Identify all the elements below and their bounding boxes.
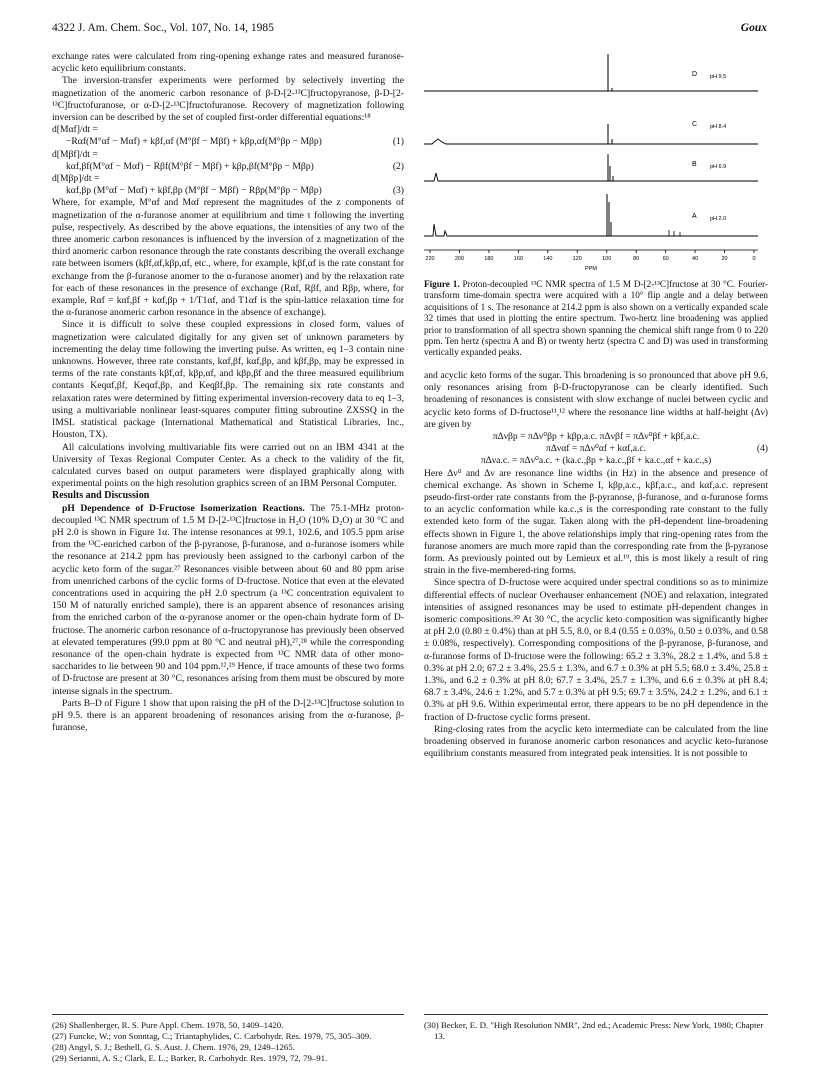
- axis-label: PPM: [585, 266, 597, 272]
- equation-1-rhs: (1) −Rαf(M°αf − Mαf) + kβf,αf (M°βf − Mβf) + kβp,αf(M°βp − Mβp): [66, 136, 404, 148]
- axis-tick-label: 200: [454, 256, 465, 262]
- panel-letter-a: A: [692, 213, 697, 220]
- equation-4-line-2: πΔναf = πΔν⁰αf + kαf,a.c. (4): [545, 443, 768, 455]
- figure-caption: Figure 1. Proton-decoupled ¹³C NMR spectra of 1.5 M D-[2-¹³C]fructose at 30 °C. Fourier-transform time-domain spectra were acquired with a 10° flip angle and a delay between acquisitions of 1 s. The resonance at 214.2 ppm is also shown on a vertically expanded scale 32 times that used in plotting the entire spectrum. Two-hertz line broadening was applied prior to transformation of all spectra shown spanning the chemical shift range from 0 to 220 ppm. Ten hertz (spectra A and B) or twenty hertz (spectra C and D) was used in transforming vertically expanded peaks.: [424, 279, 768, 358]
- paragraph: exchange rates were calculated from ring-opening exhange rates and measured furanose-acyclic keto equilibrium constants.: [52, 51, 404, 75]
- footnote: (26) Shallenberger, R. S. Pure Appl. Chem. 1978, 50, 1409–1420.: [52, 1020, 284, 1030]
- paragraph: All calculations involving multivariable fits were carried out on an IBM 4341 at the University of Texas Regional Computer Center. As a check to the validity of the fit, calculated curves based on output parameters were displayed graphically along with experimental points on the high resolution graphics screen of an IBM Personal Computer.: [52, 441, 404, 490]
- run-in-heading: pH Dependence of D-Fructose Isomerization Reactions.: [62, 502, 305, 514]
- nmr-spectra-plot: [424, 46, 768, 278]
- equation-number: (3): [392, 185, 404, 197]
- footnote: (27) Funcke, W.; von Sonntag, C.; Triantaphylides, C. Carbohydr. Res. 1979, 75, 305–309.: [52, 1031, 372, 1041]
- footnote-rule: [424, 1014, 768, 1015]
- baseline-c: [424, 139, 758, 144]
- paragraph: Ring-closing rates from the acyclic keto intermediate can be calculated from the line broadening observed in furanose anomeric carbon resonances and acyclic keto-furanose equilibrium constants measured from integrated peak intensities. It is not possible to: [424, 723, 768, 760]
- equation-3-rhs: (3) kαf,βp (M°αf − Mαf) + kβf,βp (M°βf − Mβf) − Rβp(M°βp − Mβp): [66, 185, 404, 197]
- left-column: [52, 51, 404, 734]
- footnotes-left: [52, 1020, 404, 1064]
- panel-letter-d: D: [692, 71, 698, 78]
- panel-ph-a: pH 2.0: [710, 216, 727, 222]
- axis-tick-label: 100: [602, 256, 612, 262]
- equation-4-line-1: πΔνβp = πΔν⁰βp + kβp,a.c. πΔνβf = πΔν⁰βf + kβf,a.c.: [492, 431, 700, 443]
- equation-number: (2): [392, 160, 404, 172]
- section-heading: Results and Discussion: [52, 490, 150, 502]
- panel-ph-b: pH 6.9: [710, 164, 727, 170]
- equation-number: (4): [756, 443, 768, 455]
- paragraph: and acyclic keto forms of the sugar. This broadening is so pronounced that above pH 9.6, only resonances arising from β-D-fructopyranose can be clearly identified. Such broadening of resonances is consistent with slow exchange of nuclei between cyclic and acyclic keto forms of D-fructose¹¹,¹² where the resonance line widths at half-height (Δν) are given by: [424, 370, 768, 430]
- equation-2-lhs: d[Mβf]/dt =: [52, 148, 98, 160]
- right-column: [424, 370, 768, 761]
- axis-tick-label: 160: [513, 256, 523, 262]
- author-header: Goux: [740, 22, 767, 34]
- footnote: (29) Serianni, A. S.; Clark, E. L.; Barker, R. Carbohydr. Res. 1979, 72, 79–91.: [52, 1053, 328, 1063]
- panel-ph-d: pH 9.5: [710, 74, 727, 80]
- figure-1-nmr-spectra: [424, 46, 768, 292]
- baseline-b: [424, 173, 758, 181]
- axis-tick-label: 140: [543, 256, 553, 262]
- axis-tick-label: 80: [633, 256, 640, 262]
- baseline-a: [424, 224, 758, 236]
- panel-ph-c: pH 8.4: [710, 124, 727, 130]
- running-header: 4322 J. Am. Chem. Soc., Vol. 107, No. 14, 1985: [52, 22, 274, 34]
- caption-label: Figure 1.: [424, 279, 460, 289]
- equation-2-rhs: (2) kαf,βf(M°αf − Mαf) − Rβf(M°βf − Mβf) + kβp,βf(M°βp − Mβp): [66, 160, 404, 172]
- equation-4-line-3: πΔνa.c. = πΔν⁰a.c. + (ka.c.,βp + ka.c.,βf + ka.c.,αf + ka.c.,s): [480, 455, 712, 467]
- equation-1-lhs: d[Mαf]/dt =: [52, 124, 98, 136]
- axis-tick-label: 220: [425, 256, 435, 262]
- axis-tick-label: 180: [484, 256, 494, 262]
- footnotes-right: [424, 1020, 768, 1042]
- panel-letter-b: B: [692, 161, 697, 168]
- panel-letter-c: C: [692, 121, 698, 128]
- axis-tick-label: 40: [692, 256, 699, 262]
- paragraph: pH Dependence of D-Fructose Isomerization Reactions. The 75.1-MHz proton-decoupled ¹³C NMR spectrum of 1.5 M D-[2-¹³C]fructose in H₂O (10% D₂O) at 30 °C and pH 2.0 is shown in Figure 1α. The intense resonances at 99.1, 102.6, and 105.5 ppm arise from the ¹³C-enriched carbon of the β-pyranose, β-furanose, and α-furanose isomers while the resonance at 214.2 ppm has previously been assigned to the carbonyl carbon of the acyclic keto form of the sugar.²⁷ Resonances visible between about 60 and 80 ppm arise from unenriched carbons of the cyclic forms of D-fructose. Notice that even at the elevated concentrations used in acquiring the pH 2.0 spectrum (a ¹³C concentration equivalent to 150 M of naturally enriched sample), there is an apparent absence of resonances arising from the enriched carbon of the α-pyranose anomer or the open-chain hydrate form of D-fructose. The anomeric carbon resonance of α-fructopyranose has previously been observed at elevated temperatures (99.0 ppm at 80 °C and neutral pH),²⁷,²⁸ while the corresponding resonance of the open-chain hydrate is expected from ¹³C NMR data of other mono-saccharides to lie between 90 and 104 ppm.¹²,²⁹ Hence, if trace amounts of these two forms of D-fructose are present at 30 °C, resonances arising from them must be obscured by more intense signals in the spectrum.: [52, 502, 404, 697]
- equation-number: (1): [392, 136, 404, 148]
- equation-3-lhs: d[Mβp]/dt =: [52, 173, 100, 185]
- axis-tick-label: 20: [721, 256, 728, 262]
- ppm-axis-ticks: [425, 250, 755, 262]
- paragraph: Here Δν⁰ and Δν are resonance line widths (in Hz) in the absence and presence of chemical exchange. As shown in Scheme I, kβp,a.c., kβf,a.c., and kαf,a.c. represent pseudo-first-order rate constants from the β-pyranose, β-furanose, and α-furanose forms to an acyclic conformation while ka.c.,s is the corresponding rate constant to the fully extended keto form of the sugar. Taken along with the pH-dependent line-broadening effects shown in Figure 1, the above relationships imply that ring-opening rates from the furanose anomers are much more rapid than the corresponding rate from the β-pyranose form. As previously pointed out by Lemieux et al.¹⁹, this is most likely a result of ring strain in the five-membered-ring forms.: [424, 467, 768, 577]
- paragraph: Where, for example, M°αf and Mαf represent the magnitudes of the z components of magnetization of the α-furanose anomer at equilibrium and time τ following the inverting pulse, respectively. As described by the above equations, the intensities of any two of the three anomeric carbon resonances is influenced by the inversion of z magnetization of the third anomeric carbon resonance through the rate constants describing the overall exchange rate between isomers (kβf,αf,kβp,αf, etc., where, for example, kβf,αf is the rate constant for exchange from the β-furanose anomer to the α-furanose anomer) and by the relaxation rate for each of these resonances in the presence of exchange (Rαf, Rβf, and Rβp, where, for example, Rαf = kαf,βf + kαf,βp + 1/T1αf, and T1αf is the spin-lattice relaxation time for the α-furanose anomeric carbon resonance in the absence of exchange).: [52, 197, 404, 319]
- paragraph: Since it is difficult to solve these coupled expressions in closed form, values of magnetization were calculated digitally for any given set of unknown parameters by incrementing the delay time following the inverting pulse. As written, eq 1–3 contain nine unknowns. However, three rate constants, kαf,βf, kαf,βp, and kβf,βp, may be expressed in terms of the rate constants kβf,αf, kβp,αf, and kβp,βf and the three measured equilibrium contants Keqαf,βf, Keqαf,βp, and Keqβf,βp. The remaining six rate constants and relaxation rates were determined by fitting experimental inversion-recovery data to eq 1–3, using a multivariable nonlinear least-squares computer fitting subroutine ZXSSQ in the IMSL statistical package (International Mathematical and Statistical Libraries, Inc., Houston, TX).: [52, 319, 404, 441]
- paragraph: Since spectra of D-fructose were acquired under spectral conditions so as to minimize differential effects of nuclear Overhauser enhancement (NOE) and relaxation, integrated intensities of assigned resonances may be used to estimate pH-dependent changes in isomeric compositions.³⁰ At 30 °C, the acyclic keto composition was significantly higher at pH 2.0 (0.80 ± 0.4%) than at pH 5.5, 8.0, or 8.4 (0.55 ± 0.03%, 0.50 ± 0.03%, and 0.58 ± 0.08%, respectively). Corresponding compositions of the β-pyranose, β-furanose, and α-furanose forms of D-fructose were the following: 65.2 ± 3.3%, 28.2 ± 1.4%, and 5.8 ± 0.3% at pH 2.0; 67.2 ± 3.4%, 25.5 ± 1.3%, and 6.7 ± 0.3% at pH 5.5; 68.0 ± 3.4%, 25.8 ± 1.3%, and 6.2 ± 0.3% at pH 8.0; 67.7 ± 3.4%, 25.7 ± 1.3%, and 6.6 ± 0.3% at pH 8.4; 68.7 ± 3.4%, 24.6 ± 1.2%, and 5.7 ± 0.3% at pH 9.5; 69.7 ± 3.5%, 24.2 ± 1.2%, and 6.1 ± 0.3% at pH 9.6. Within experimental error, there appears to be no pH dependence in the fraction of D-fructose cyclic forms present.: [424, 577, 768, 723]
- footnote: (30) Becker, E. D. "High Resolution NMR", 2nd ed.; Academic Press: New York, 1980; Chapter 13.: [424, 1020, 764, 1041]
- axis-tick-label: 0: [752, 256, 756, 262]
- axis-tick-label: 120: [572, 256, 582, 262]
- paragraph: Parts B–D of Figure 1 show that upon raising the pH of the D-[2-¹³C]fructose solution to pH 9.5. there is an apparent broadening of resonances arising from the α-furanose, β-furanose,: [52, 697, 404, 734]
- axis-tick-label: 60: [662, 256, 669, 262]
- footnote: (28) Angyl, S. J.; Bethell, G. S. Aust. J. Chem. 1976, 29, 1249–1265.: [52, 1042, 295, 1052]
- paragraph: The inversion-transfer experiments were performed by selectively inverting the magnetization of the anomeric carbon resonance of β-D-[2-¹³C]fructopyranose, β-D-[2-¹³C]fructofuranose, or α-D-[2-¹³C]fructofuranose. Recovery of magnetization following inversion can be described by the set of coupled first-order differential equations:¹⁸: [52, 75, 404, 124]
- footnote-rule: [52, 1014, 404, 1015]
